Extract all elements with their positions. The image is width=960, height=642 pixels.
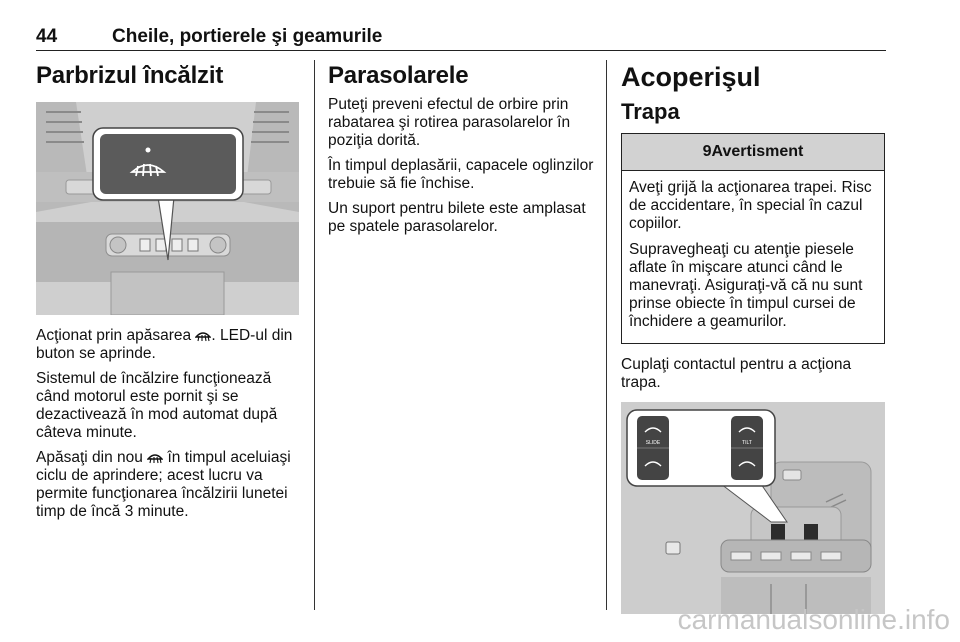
chapter-title: Cheile, portierele şi geamurile — [112, 26, 383, 47]
warning-header — [622, 134, 884, 171]
sun-visors-paragraph-2: În timpul deplasării, capacele oglinzilor trebuie să fie închise. — [328, 157, 594, 192]
left-column — [36, 62, 301, 528]
windscreen-heating-icon — [195, 329, 211, 342]
windscreen-heating-icon — [147, 451, 163, 464]
page-header — [36, 26, 886, 52]
right-column — [621, 62, 885, 614]
warning-paragraph-2: Supravegheaţi cu atenţie piesele aflate în mişcare atunci când le manevraţi. Asiguraţi-vă că nu sunt prinse obiecte în timpul cursei de închidere a geamurilor. — [629, 241, 863, 330]
sunroof-paragraph-1: Cuplaţi contactul pentru a acţiona trapa. — [621, 356, 852, 391]
column-divider-2 — [606, 60, 607, 610]
header-rule — [36, 50, 886, 51]
warning-body — [622, 171, 884, 343]
heated-windscreen-paragraph-2: Sistemul de încălzire funcţionează când motorul este pornit şi se dezactivează în mod automat după câteva minute. — [36, 370, 278, 441]
dashboard-illustration — [36, 102, 299, 315]
sun-visors-paragraph-3: Un suport pentru bilete este amplasat pe spatele parasolarelor. — [328, 200, 586, 235]
tilt-button-label: TILT — [742, 440, 752, 446]
column-divider-1 — [314, 60, 315, 610]
warning-paragraph-1: Aveţi grijă la acţionarea trapei. Risc de accidentare, în special în cazul copiilor. — [629, 179, 872, 232]
roof-console-illustration — [621, 402, 885, 614]
footer-watermark: carmanualsonline.info — [677, 604, 950, 635]
slide-button-label: SLIDE — [645, 440, 661, 446]
section-title-roof: Acoperişul — [621, 62, 761, 92]
warning-box — [621, 133, 885, 344]
subsection-title-sunroof: Trapa — [621, 99, 680, 124]
windscreen-heating-figure — [36, 102, 299, 315]
page-number: 44 — [36, 26, 58, 47]
middle-column — [328, 62, 594, 243]
section-title-sun-visors: Parasolarele — [328, 62, 469, 89]
section-title-heated-windscreen: Parbrizul încălzit — [36, 62, 224, 89]
warning-symbol-icon: 9 — [702, 143, 712, 160]
sunroof-controls-figure — [621, 402, 885, 614]
sun-visors-paragraph-1: Puteţi preveni efectul de orbire prin rabatarea şi rotirea parasolarelor în poziţia dorită. — [328, 96, 571, 149]
heated-windscreen-paragraph-3: Apăsaţi din nou în timpul aceluiaşi ciclu de aprindere; acest lucru va permite funcţionarea încălzirii lunetei timp de încă 3 minute. — [36, 449, 291, 520]
heated-windscreen-paragraph-1: Acţionat prin apăsarea . LED-ul din buton se aprinde. — [36, 327, 293, 362]
warning-label: Avertisment — [711, 143, 804, 160]
